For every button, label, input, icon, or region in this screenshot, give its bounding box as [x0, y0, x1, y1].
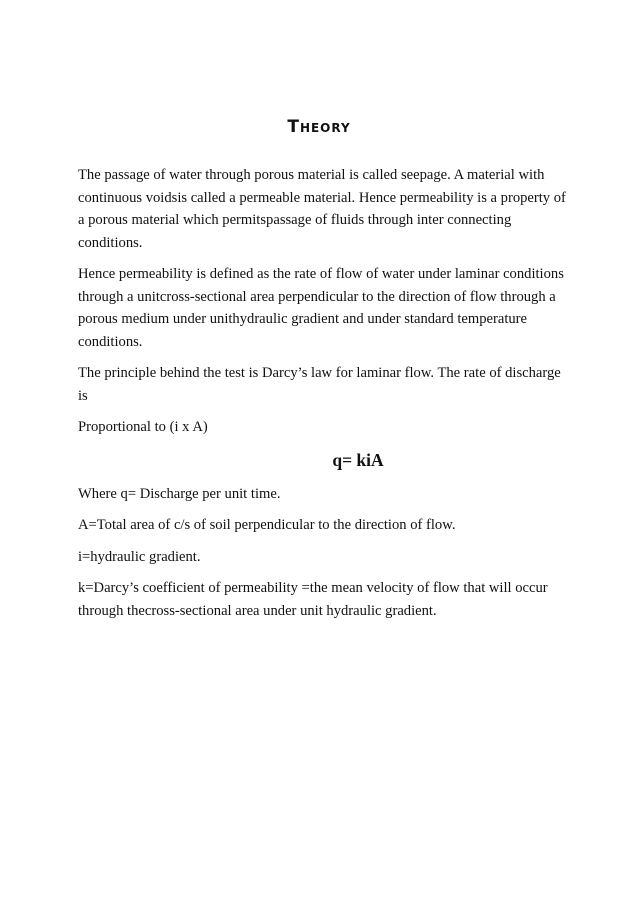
paragraph-seepage: The passage of water through porous material is called seepage. A material with continuous voidsis called a permeable material. Hence permeability is a property of a porous material which permitspassage of fluids through inter connecting conditions. — [78, 167, 566, 251]
definition-a: A=Total area of c/s of soil perpendicular to the direction of flow. — [78, 517, 456, 533]
definition-i: i=hydraulic gradient. — [78, 548, 201, 565]
document-body — [78, 164, 568, 631]
definition-k: k=Darcy’s coefficient of permeability =the mean velocity of flow that will occur through thecross-sectional area under unit hydraulic gradient. — [78, 580, 548, 619]
darcy-formula: q= kiA — [332, 449, 384, 470]
page-title: Theory — [287, 117, 351, 137]
paragraph-darcy-principle: The principle behind the test is Darcy’s law for laminar flow. The rate of discharge is — [78, 365, 561, 404]
definition-q: Where q= Discharge per unit time. — [78, 485, 281, 502]
paragraph-permeability-definition: Hence permeability is defined as the rate of flow of water under laminar conditions through a unitcross-sectional area perpendicular to the direction of flow through a porous medium under unithydraulic gradient and under standard temperature conditions. — [78, 266, 564, 350]
paragraph-proportional: Proportional to (i x A) — [78, 419, 208, 435]
